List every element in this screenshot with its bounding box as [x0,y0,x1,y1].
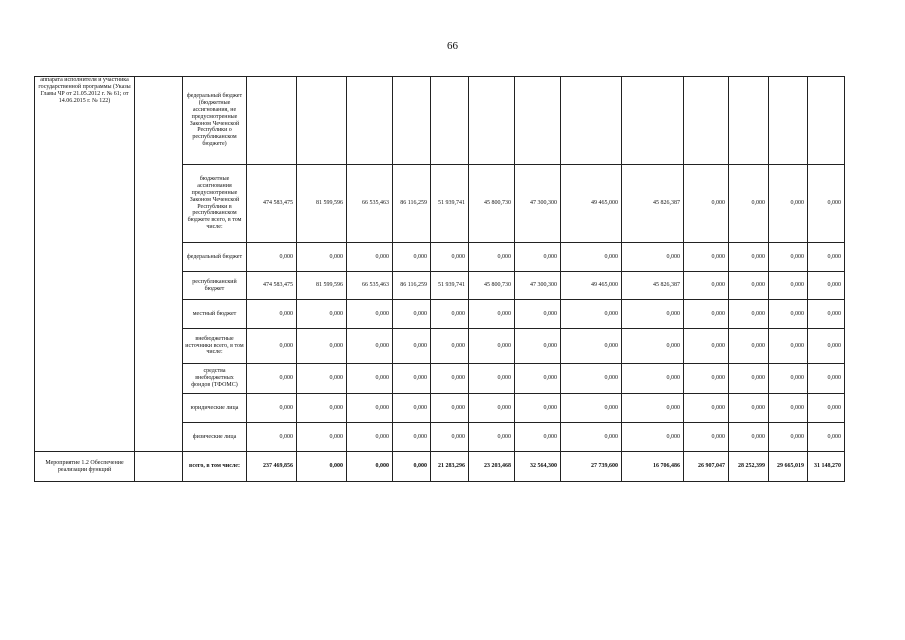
value-cell: 0,000 [561,394,622,423]
value-cell: 31 148,270 [808,452,845,482]
value-cell: 0,000 [515,243,561,272]
value-cell: 26 907,047 [684,452,729,482]
value-cell: 0,000 [684,364,729,394]
value-cell: 0,000 [684,329,729,364]
funding-source-label: юридические лица [183,394,247,423]
value-cell: 0,000 [515,364,561,394]
value-cell: 0,000 [431,300,469,329]
value-cell: 0,000 [808,394,845,423]
value-cell: 0,000 [515,394,561,423]
value-cell: 0,000 [622,423,684,452]
value-cell: 0,000 [393,243,431,272]
value-cell [347,77,393,165]
budget-table [34,76,845,482]
value-cell: 0,000 [469,364,515,394]
funding-source-label: федеральный бюджет [183,243,247,272]
value-cell [729,77,769,165]
value-cell: 0,000 [684,243,729,272]
value-cell: 0,000 [347,452,393,482]
value-cell: 474 583,475 [247,165,297,243]
value-cell: 0,000 [729,165,769,243]
value-cell: 0,000 [729,272,769,300]
value-cell: 0,000 [469,394,515,423]
value-cell: 0,000 [808,423,845,452]
funding-source-label: федеральный бюджет (бюджетные ассигнования, не предусмотренные Законом Чеченской Республики о республиканском бюджете) [183,77,247,165]
value-cell: 0,000 [769,272,808,300]
value-cell: 0,000 [808,165,845,243]
value-cell: 0,000 [297,243,347,272]
value-cell: 0,000 [684,300,729,329]
value-cell: 0,000 [247,394,297,423]
value-cell: 47 300,300 [515,272,561,300]
value-cell: 28 252,399 [729,452,769,482]
value-cell: 21 283,296 [431,452,469,482]
value-cell: 0,000 [561,243,622,272]
value-cell: 0,000 [561,329,622,364]
value-cell: 0,000 [431,329,469,364]
value-cell: 0,000 [684,423,729,452]
value-cell: 0,000 [769,300,808,329]
value-cell: 0,000 [469,243,515,272]
funding-source-label: бюджетные ассигнования предусмотренные Законом Чеченской Республики в республиканском бюджете всего, в том числе: [183,165,247,243]
funding-source-label: республиканский бюджет [183,272,247,300]
event-row [35,452,845,482]
value-cell: 81 599,596 [297,272,347,300]
value-cell: 47 300,300 [515,165,561,243]
value-cell: 45 826,387 [622,272,684,300]
value-cell: 0,000 [684,272,729,300]
value-cell: 0,000 [393,329,431,364]
value-cell: 49 465,000 [561,272,622,300]
value-cell: 0,000 [393,452,431,482]
value-cell: 0,000 [347,300,393,329]
value-cell: 45 826,387 [622,165,684,243]
event-name-cell: Мероприятие 1.2 Обеспечение реализации функций [35,452,135,482]
value-cell: 27 739,600 [561,452,622,482]
value-cell: 0,000 [622,300,684,329]
funding-source-label: местный бюджет [183,300,247,329]
value-cell: 0,000 [729,364,769,394]
value-cell [393,77,431,165]
total-label: всего, в том числе: [183,452,247,482]
value-cell: 0,000 [808,272,845,300]
funding-source-label: средства внебюджетных фондов (ТФОМС) [183,364,247,394]
value-cell: 0,000 [297,364,347,394]
value-cell: 0,000 [247,364,297,394]
value-cell: 0,000 [808,243,845,272]
value-cell: 0,000 [561,300,622,329]
value-cell: 0,000 [684,394,729,423]
table-row [35,77,845,165]
value-cell: 0,000 [247,423,297,452]
value-cell: 66 535,463 [347,165,393,243]
value-cell: 0,000 [393,364,431,394]
value-cell: 0,000 [469,423,515,452]
value-cell: 0,000 [769,423,808,452]
program-description-cell: аппарата исполнителя и участника государственной программы (Указы Главы ЧР от 21.05.2012 г. № 61; от 14.06.2015 г. № 122) [35,77,135,452]
value-cell: 0,000 [297,452,347,482]
empty-cell [135,77,183,452]
value-cell: 0,000 [684,165,729,243]
value-cell: 86 116,259 [393,165,431,243]
value-cell: 32 564,300 [515,452,561,482]
value-cell: 45 800,730 [469,272,515,300]
value-cell [431,77,469,165]
value-cell [808,77,845,165]
value-cell: 0,000 [297,300,347,329]
value-cell: 0,000 [515,329,561,364]
value-cell: 0,000 [729,243,769,272]
value-cell: 474 583,475 [247,272,297,300]
value-cell: 0,000 [769,165,808,243]
value-cell: 51 939,741 [431,165,469,243]
value-cell: 0,000 [431,364,469,394]
value-cell: 0,000 [393,300,431,329]
page-number: 66 [447,40,458,52]
empty-cell [135,452,183,482]
value-cell: 0,000 [808,300,845,329]
value-cell: 0,000 [622,243,684,272]
value-cell: 0,000 [769,364,808,394]
value-cell: 0,000 [247,300,297,329]
value-cell: 0,000 [808,364,845,394]
value-cell: 0,000 [622,329,684,364]
value-cell: 0,000 [297,329,347,364]
funding-source-label: физические лица [183,423,247,452]
value-cell: 86 116,259 [393,272,431,300]
value-cell: 0,000 [622,364,684,394]
value-cell: 0,000 [347,364,393,394]
value-cell: 81 599,596 [297,165,347,243]
value-cell: 0,000 [247,243,297,272]
value-cell: 0,000 [297,423,347,452]
value-cell: 0,000 [729,423,769,452]
value-cell: 49 465,000 [561,165,622,243]
value-cell: 0,000 [561,423,622,452]
value-cell: 0,000 [729,300,769,329]
value-cell: 0,000 [769,329,808,364]
value-cell: 0,000 [729,329,769,364]
value-cell: 0,000 [469,329,515,364]
value-cell: 0,000 [769,394,808,423]
value-cell [561,77,622,165]
value-cell: 0,000 [393,423,431,452]
value-cell: 66 535,463 [347,272,393,300]
value-cell [684,77,729,165]
value-cell: 237 469,856 [247,452,297,482]
value-cell [297,77,347,165]
value-cell: 23 203,468 [469,452,515,482]
value-cell: 0,000 [297,394,347,423]
value-cell [515,77,561,165]
value-cell: 0,000 [729,394,769,423]
value-cell: 0,000 [347,394,393,423]
value-cell: 0,000 [347,423,393,452]
value-cell: 0,000 [515,423,561,452]
value-cell: 0,000 [393,394,431,423]
value-cell: 16 706,486 [622,452,684,482]
value-cell: 0,000 [622,394,684,423]
value-cell [622,77,684,165]
value-cell: 29 665,019 [769,452,808,482]
value-cell: 0,000 [347,243,393,272]
value-cell: 0,000 [347,329,393,364]
value-cell: 0,000 [247,329,297,364]
value-cell: 0,000 [561,364,622,394]
value-cell: 0,000 [808,329,845,364]
value-cell: 0,000 [515,300,561,329]
value-cell: 0,000 [469,300,515,329]
value-cell [769,77,808,165]
value-cell: 51 939,741 [431,272,469,300]
value-cell: 45 800,730 [469,165,515,243]
value-cell: 0,000 [769,243,808,272]
value-cell [469,77,515,165]
funding-source-label: внебюджетные источники всего, в том числе: [183,329,247,364]
value-cell: 0,000 [431,423,469,452]
value-cell [247,77,297,165]
value-cell: 0,000 [431,243,469,272]
value-cell: 0,000 [431,394,469,423]
